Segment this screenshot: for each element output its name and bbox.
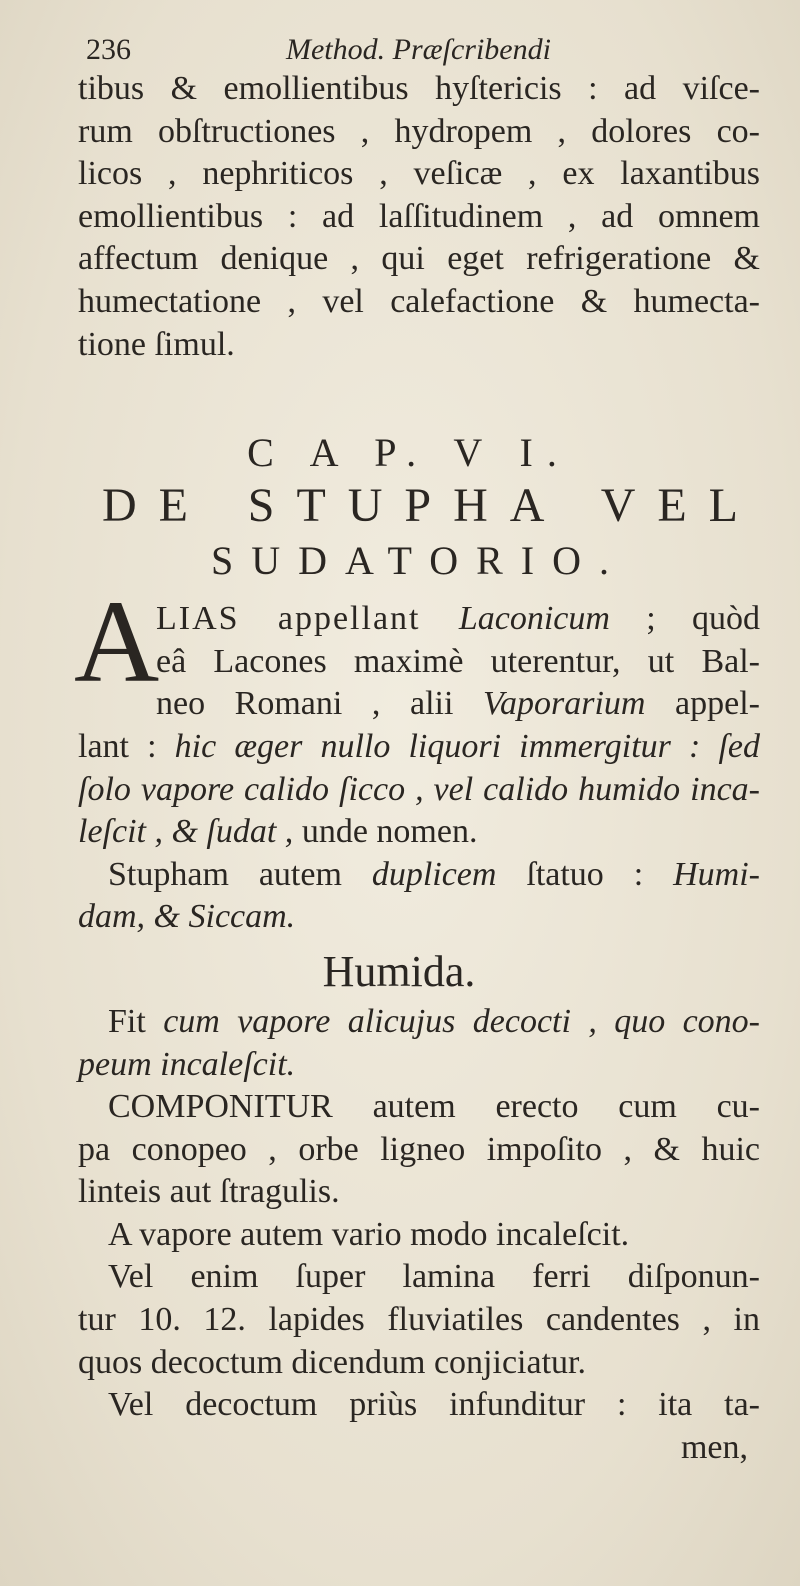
text-line: rum obſtructiones , hydropem , dolores co-: [78, 112, 760, 150]
text-line: Vel enim ſuper lamina ferri diſponun-: [108, 1258, 760, 1296]
text-line: humectatione , vel calefactione & humecta-: [78, 282, 760, 320]
paragraph-continued: [78, 68, 760, 366]
paragraph-vel-decoctum: [78, 1384, 760, 1427]
text-line: licos , nephriticos , veſicæ , ex laxantibus: [78, 155, 760, 193]
text-line: LIAS appellant Laconicum ; quòd: [156, 600, 760, 638]
text-line: neo Romani , alii Vaporarium appel-: [156, 685, 760, 723]
running-title: Method. Præſcribendi: [286, 33, 551, 66]
catchword: men,: [680, 1428, 748, 1466]
chapter-number: C A P. V I.: [247, 430, 571, 476]
text-line: COMPONITUR autem erecto cum cu-: [108, 1088, 760, 1126]
text-line: quos decoctum dicendum conjiciatur.: [78, 1343, 586, 1381]
drop-cap: A: [74, 576, 160, 708]
text-line: tione ſimul.: [78, 325, 235, 363]
text-line: eâ Lacones maximè uterentur, ut Bal-: [156, 642, 760, 680]
chapter-title-line-2: SUDATORIO.: [211, 538, 627, 584]
chapter-title-line-1: DE STUPHA VEL: [102, 479, 760, 533]
text-line: leſcit , & ſudat , unde nomen.: [78, 813, 478, 851]
paragraph-fit: [78, 1001, 760, 1086]
text-line: pa conopeo , orbe ligneo impoſito , & huic: [78, 1130, 760, 1168]
section-heading: Humida.: [322, 946, 476, 996]
text-line: dam, & Siccam.: [78, 898, 296, 936]
page-number: 236: [86, 33, 131, 66]
text-line: affectum denique , qui eget refrigeratione &: [78, 240, 760, 278]
paragraph-alias: [74, 576, 760, 854]
text-line: Stupham autem duplicem ſtatuo : Humi-: [108, 855, 760, 893]
text-line: Vel decoctum priùs infunditur : ita ta-: [108, 1386, 760, 1424]
text-line: Fit cum vapore alicujus decocti , quo cono-: [108, 1002, 760, 1040]
text-line: A vapore autem vario modo incaleſcit.: [108, 1215, 630, 1253]
paragraph-componitur: [78, 1086, 760, 1214]
text-line: lant : hic æger nullo liquori immergitur : ſed: [78, 727, 760, 765]
paragraph-vapore: [78, 1214, 760, 1257]
text-line: tibus & emollientibus hyſtericis : ad viſce-: [78, 70, 760, 107]
paragraph-stupham: [78, 854, 760, 939]
paragraph-vel-enim: [78, 1256, 760, 1384]
text-line: emollientibus : ad laſſitudinem , ad omnem: [78, 197, 760, 235]
text-line: ſolo vapore calido ſicco , vel calido humido inca-: [78, 770, 760, 808]
text-line: tur 10. 12. lapides fluviatiles candentes , in: [78, 1301, 760, 1339]
running-head: [78, 0, 760, 68]
text-line: peum incaleſcit.: [78, 1045, 296, 1083]
text-line: linteis aut ſtragulis.: [78, 1173, 340, 1211]
